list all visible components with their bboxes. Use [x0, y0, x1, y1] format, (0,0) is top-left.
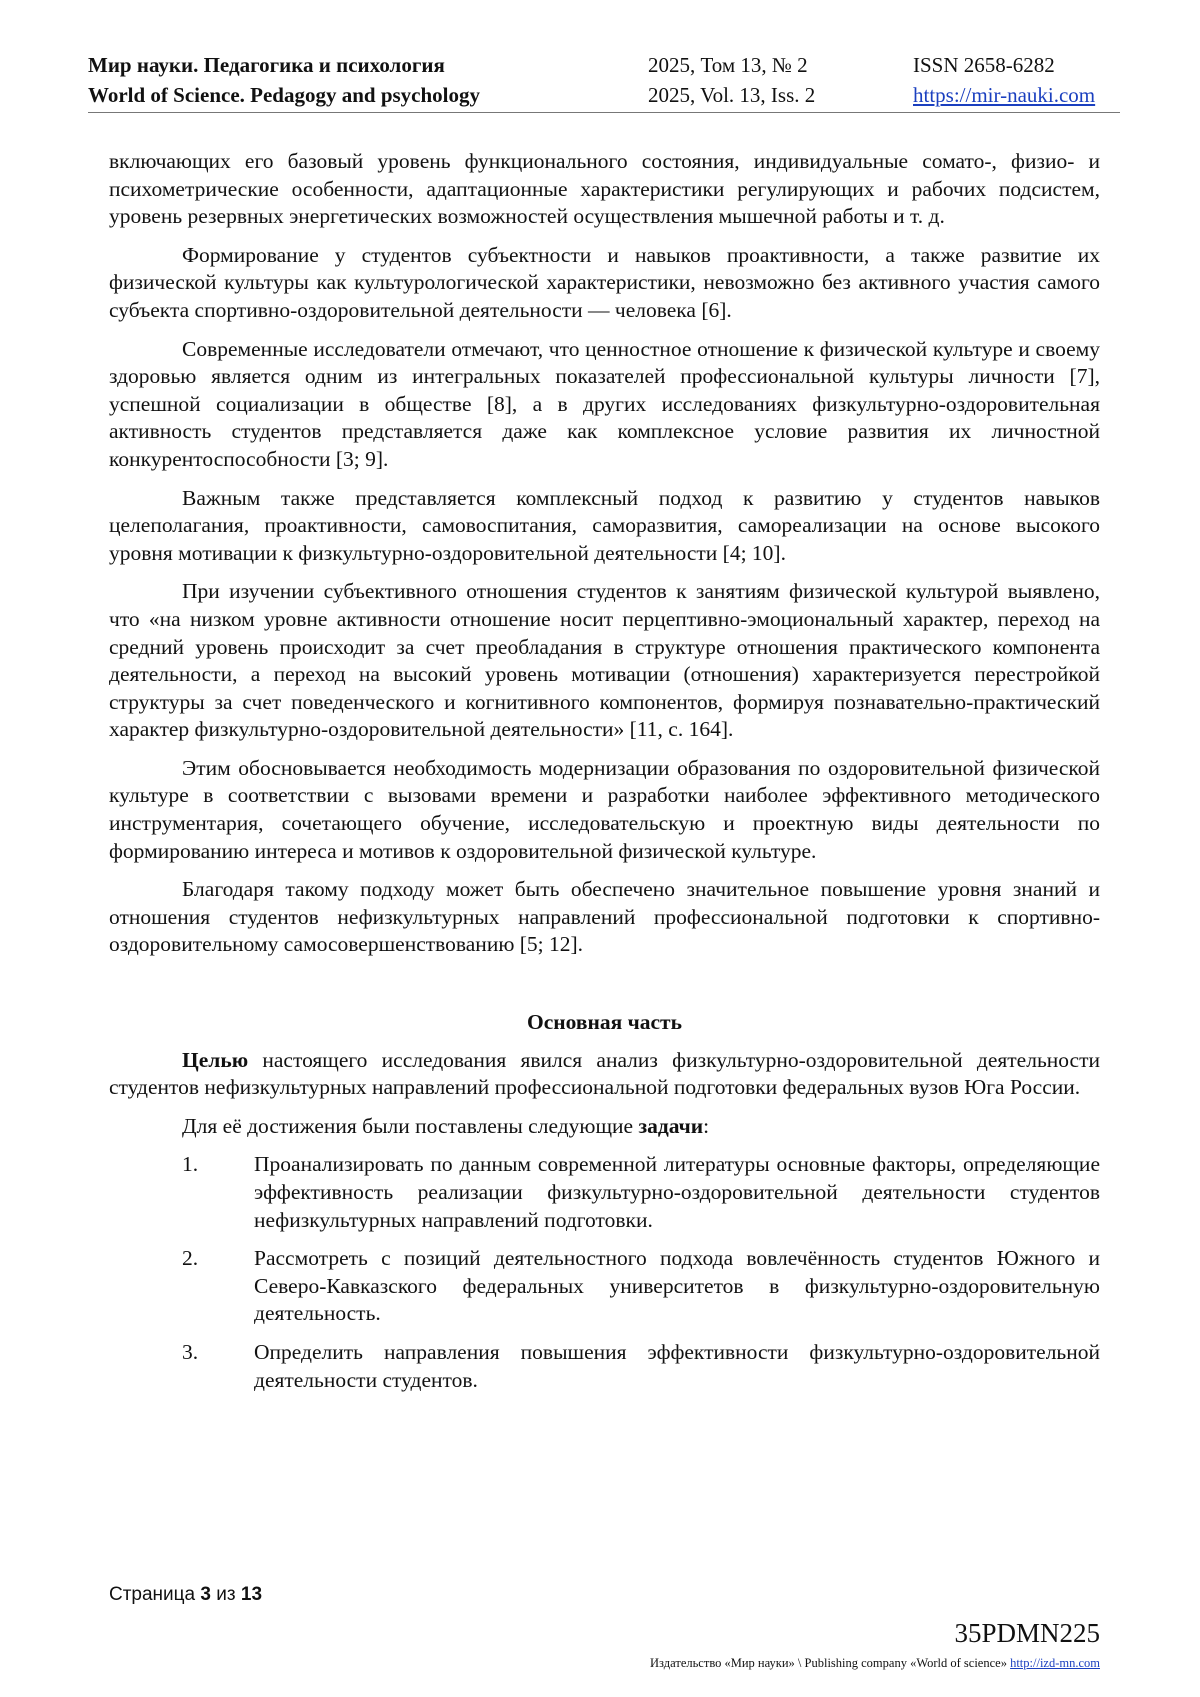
- page-total: 13: [240, 1584, 263, 1605]
- page-label: Страница: [109, 1584, 201, 1605]
- task-text: Определить направления повышения эффективности физкультурно-оздоровительной деятельности студентов.: [254, 1339, 1100, 1392]
- journal-title-block: [88, 50, 480, 110]
- volume-en: 2025, Vol. 13, Iss. 2: [648, 83, 816, 107]
- volume-block: [648, 50, 815, 110]
- article-code: 35PDMN225: [954, 1618, 1100, 1648]
- tasks-list: [109, 1151, 1100, 1394]
- paragraph: включающих его базовый уровень функционального состояния, индивидуальные сомато-, физио- и психометрические особенности, адаптационные характеристики регулирующих и рабочих подсистем, уровень резервных энергетических возможностей осуществления мышечной работы и т. д.: [109, 149, 1100, 229]
- section-heading: Основная часть: [527, 1010, 682, 1035]
- tasks-intro: [109, 1113, 1100, 1141]
- task-text: Рассмотреть с позиций деятельностного подхода вовлечённость студентов Южного и Северо-Кавказского федеральных университетов в физкультурно-оздоровительную деятельность.: [254, 1246, 1100, 1326]
- publisher-text: Издательство «Мир науки» \ Publishing company «World of science»: [650, 1656, 1011, 1670]
- issn: ISSN 2658-6282: [913, 53, 1055, 77]
- article-body: [109, 148, 1100, 1405]
- paragraph: Этим обосновывается необходимость модернизации образования по оздоровительной физической культуре в соответствии с вызовами времени и разработки наиболее эффективного методического инструментария, сочетающего обучение, исследовательскую и проектную виды деятельности по формированию интереса и мотивов к оздоровительной физической культуре.: [109, 755, 1100, 863]
- list-item: [109, 1151, 1100, 1234]
- publisher-link[interactable]: http://izd-mn.com: [1010, 1656, 1100, 1670]
- goal-paragraph: [109, 1047, 1100, 1102]
- task-number: 1.: [182, 1152, 199, 1177]
- page-counter: [109, 1584, 262, 1606]
- list-item: [109, 1339, 1100, 1394]
- paragraph: Формирование у студентов субъектности и навыков проактивности, а также развитие их физической культуры как культурологической характеристики, невозможно без активного участия самого субъекта спортивно-оздоровительной деятельности — человека [6].: [109, 242, 1100, 322]
- running-header: [88, 50, 1120, 113]
- goal-text: настоящего исследования явился анализ физкультурно-оздоровительной деятельности студентов нефизкультурных направлений профессиональной подготовки федеральных вузов Юга России.: [109, 1047, 1100, 1100]
- journal-title-en: World of Science. Pedagogy and psychology: [88, 83, 481, 107]
- tasks-bold-word: задачи: [638, 1113, 704, 1138]
- tasks-intro-text: Для её достижения были поставлены следующие: [182, 1113, 639, 1138]
- issn-block: [913, 50, 1095, 110]
- goal-bold-word: Целью: [182, 1047, 249, 1072]
- task-number: 3.: [182, 1339, 199, 1364]
- page-of: из: [210, 1584, 241, 1605]
- task-number: 2.: [182, 1246, 199, 1271]
- page-number: 3: [200, 1584, 211, 1605]
- journal-title-ru: Мир науки. Педагогика и психология: [88, 53, 445, 77]
- paragraph: Современные исследователи отмечают, что ценностное отношение к физической культуре и своему здоровью является одним из интегральных показателей профессиональной культуры личности [7], успешной социализации в обществе [8], а в других исследованиях физкультурно-оздоровительная активность студентов представляется даже как комплексное условие развития их личностной конкурентоспособности [3; 9].: [109, 336, 1100, 471]
- paragraph: При изучении субъективного отношения студентов к занятиям физической культурой выявлено, что «на низком уровне активности отношение носит перцептивно-эмоциональный характер, переход на средний уровень происходит за счет преобладания в структуре отношения практического компонента деятельности, а переход на высокий уровень мотивации (отношения) характеризуется перестройкой структуры за счет поведенческого и когнитивного компонентов, формируя познавательно-практический характер физкультурно-оздоровительной деятельности» [11, с. 164].: [109, 579, 1100, 742]
- task-text: Проанализировать по данным современной литературы основные факторы, определяющие эффективность реализации физкультурно-оздоровительной деятельности студентов нефизкультурных направлений подготовки.: [254, 1152, 1100, 1232]
- journal-url-link[interactable]: https://mir-nauki.com: [913, 83, 1096, 107]
- publisher-line: [650, 1656, 1100, 1671]
- paragraph: Важным также представляется комплексный подход к развитию у студентов навыков целеполагания, проактивности, самовоспитания, саморазвития, самореализации на основе высокого уровня мотивации к физкультурно-оздоровительной деятельности [4; 10].: [109, 485, 1100, 565]
- volume-ru: 2025, Том 13, № 2: [648, 53, 808, 77]
- tasks-colon: :: [703, 1113, 710, 1138]
- paragraph: Благодаря такому подходу может быть обеспечено значительное повышение уровня знаний и отношения студентов нефизкультурных направлений профессиональной подготовки к спортивно-оздоровительному самосовершенствованию [5; 12].: [109, 877, 1100, 957]
- list-item: [109, 1245, 1100, 1328]
